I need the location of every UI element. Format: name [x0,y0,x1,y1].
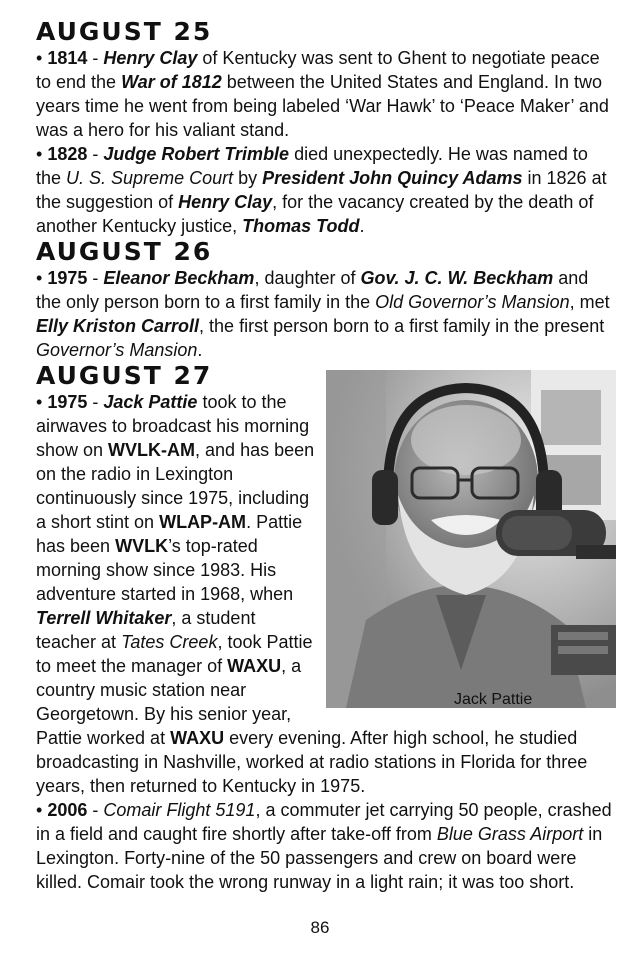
name-wvlk-am: WVLK-AM [108,440,196,460]
bullet: • [36,392,43,412]
page-content [36,18,612,894]
name-robert-trimble: Judge Robert Trimble [103,144,290,164]
entry-1814: • 1814 - Henry Clay of Kentucky was sent to Ghent to negotiate peace to end the War of 1812 between the United States and England. In two years time he went from being labeled ‘War Hawk’ to ‘Peace Maker’ and was a hero for his valiant stand. [36,48,609,140]
entry-year: 1975 [47,268,88,288]
bullet: • [36,800,43,820]
bullet: • [36,268,43,288]
entry-year: 1975 [47,392,88,412]
name-elly-carroll: Elly Kriston Carroll [36,316,200,336]
section-heading-august-27: AUGUST 27 [36,361,213,390]
radio-host-photo-illustration [326,370,616,708]
name-waxu: WAXU [170,728,225,748]
name-gov-beckham: Gov. J. C. W. Beckham [360,268,554,288]
entry-1828: • 1828 - Judge Robert Trimble died unexpectedly. He was named to the U. S. Supreme Court by President John Quincy Adams in 1826 at the suggestion of Henry Clay, for the vacancy created by the death of another Kentucky justice, Thomas Todd. [36,144,607,236]
entry-year: 1828 [47,144,88,164]
name-comair-flight: Comair Flight 5191 [103,800,256,820]
name-john-quincy-adams: President John Quincy Adams [262,168,523,188]
section-heading-august-25: AUGUST 25 [36,17,213,46]
name-jack-pattie: Jack Pattie [103,392,198,412]
name-waxu: WAXU [227,656,282,676]
entry-1975-pattie: • 1975 - Jack Pattie took to the airwaves to broadcast his morning show on WVLK-AM, and has been on the radio in Lexington continuously since 1975, including a short stint on WLAP-AM. Pattie has been WVLK’s top-rated morning show since 1983. His adventure started in 1968, when Terrell Whitaker, a student teacher at Tates Creek, took Pattie to meet the manager of WAXU, a country music station near Georgetown. By his senior year, Pattie worked at WAXU every evening. After high school, he studied broadcasting in Nashville, worked at radio stations in Florida for three years, then returned to Kentucky in 1975. [36,392,588,796]
photo-caption: Jack Pattie [454,691,533,708]
jack-pattie-photo [326,370,616,708]
name-governors-mansion: Governor’s Mansion [36,340,198,360]
name-henry-clay: Henry Clay [178,192,273,212]
name-wvlk: WVLK [115,536,169,556]
section-heading-august-26: AUGUST 26 [36,237,213,266]
entry-year: 2006 [47,800,88,820]
name-thomas-todd: Thomas Todd [242,216,360,236]
name-eleanor-beckham: Eleanor Beckham [103,268,255,288]
name-blue-grass-airport: Blue Grass Airport [436,824,584,844]
name-henry-clay: Henry Clay [103,48,198,68]
name-supreme-court: U. S. Supreme Court [66,168,234,188]
page-number: 86 [310,918,330,937]
entry-2006: • 2006 - Comair Flight 5191, a commuter jet carrying 50 people, crashed in a field and caught fire shortly after take-off from Blue Grass Airport in Lexington. Forty-nine of the 50 passengers and crew on board were killed. Comair took the wrong runway in a light rain; it was too short. [36,800,612,892]
name-war-of-1812: War of 1812 [121,72,222,92]
name-terrell-whitaker: Terrell Whitaker [36,608,172,628]
name-tates-creek: Tates Creek [121,632,218,652]
bullet: • [36,144,43,164]
entry-1975-beckham: • 1975 - Eleanor Beckham, daughter of Gov. J. C. W. Beckham and the only person born to a first family in the Old Governor’s Mansion, met Elly Kriston Carroll, the first person born to a first family in the present Governor’s Mansion. [36,268,610,360]
bullet: • [36,48,43,68]
name-old-governors-mansion: Old Governor’s Mansion [375,292,570,312]
entry-year: 1814 [47,48,88,68]
name-wlap-am: WLAP-AM [159,512,247,532]
